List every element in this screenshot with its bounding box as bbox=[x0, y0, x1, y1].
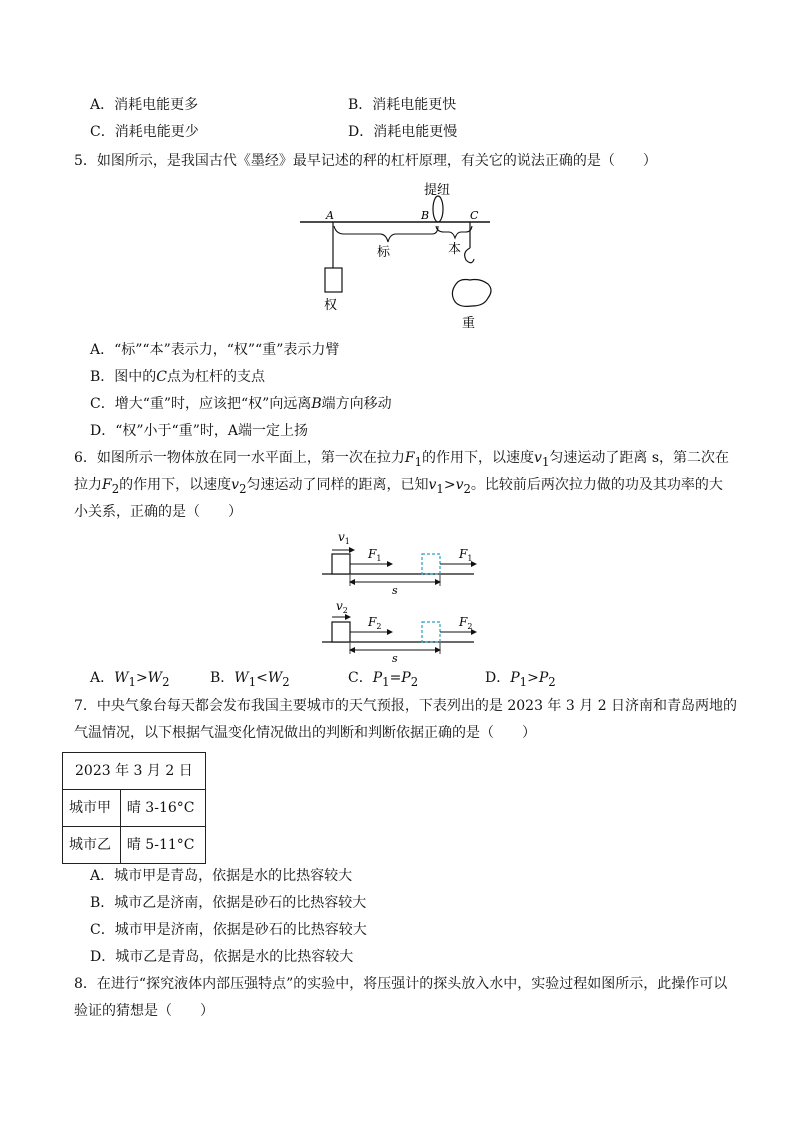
svg-text:v2: $v_2$ bbox=[336, 599, 348, 615]
q5-option-c[interactable]: C．增大“重”时，应该把“权”向远离B端方向移动 bbox=[90, 396, 392, 412]
q7-option-d[interactable]: D．城市乙是青岛，依据是水的比热容较大 bbox=[90, 949, 354, 965]
q8-stem-line2: 验证的猜想是（ ） bbox=[74, 1003, 214, 1019]
q5-steelyard-figure bbox=[290, 176, 510, 336]
q5-option-d[interactable]: D．“权”小于“重”时，A端一定上扬 bbox=[90, 423, 308, 439]
q6-bottom-f-label: F bbox=[368, 615, 377, 629]
q5-label-zhong: 重 bbox=[462, 316, 476, 331]
q6-top-f-label: F bbox=[368, 547, 377, 561]
svg-text:v1: $v_1$ bbox=[338, 530, 350, 546]
q6-bottom-v-label: v bbox=[336, 599, 343, 613]
q6-option-d[interactable]: D．$P_1>P_2$ bbox=[485, 670, 556, 689]
q5-label-c: C bbox=[470, 209, 479, 222]
q7-weather-table bbox=[62, 752, 206, 864]
svg-text:F1: $F_1$ bbox=[368, 547, 382, 563]
q6-motion-figure bbox=[318, 528, 483, 663]
q6-bottom-f2-label: F bbox=[459, 615, 468, 629]
q4-option-b[interactable]: B．消耗电能更快 bbox=[348, 97, 457, 113]
q6-stem-line2: 拉力$F_2$的作用下，以速度$v_2$匀速运动了同样的距离，已知$v_1>v_2$。比较前后两次拉力做的功及其功率的大 bbox=[74, 477, 723, 496]
weather-cell: 晴 5-11°C bbox=[120, 827, 205, 864]
q5-option-a[interactable]: A．“标”“本”表示力，“权”“重”表示力臂 bbox=[90, 342, 340, 358]
table-row bbox=[63, 827, 206, 864]
q6-bottom-s-label: s bbox=[392, 652, 398, 663]
weather-cell: 晴 3-16°C bbox=[120, 790, 205, 827]
q6-top-f2-label: F bbox=[459, 547, 468, 561]
table-row bbox=[63, 753, 206, 790]
q7-stem-line1: 7．中央气象台每天都会发布我国主要城市的天气预报，下表列出的是 2023 年 3 月 2 日济南和青岛两地的 bbox=[74, 698, 738, 714]
q6-option-c[interactable]: C．$P_1=P_2$ bbox=[348, 670, 419, 689]
q4-option-a[interactable]: A．消耗电能更多 bbox=[90, 97, 199, 113]
q6-top-v-label: v bbox=[338, 530, 345, 544]
city-cell: 城市乙 bbox=[63, 827, 121, 864]
table-row bbox=[63, 790, 206, 827]
q5-label-b: B bbox=[421, 209, 430, 222]
q5-label-quan: 权 bbox=[324, 298, 338, 313]
q6-top-s-label: s bbox=[392, 584, 398, 597]
q7-stem-line2: 气温情况，以下根据气温变化情况做出的判断和判断依据正确的是（ ） bbox=[74, 725, 536, 741]
q7-option-b[interactable]: B．城市乙是济南，依据是砂石的比热容较大 bbox=[90, 895, 367, 911]
q5-label-a: A bbox=[326, 209, 334, 222]
svg-text:F2: $F_2$ bbox=[368, 615, 382, 631]
q8-stem-line1: 8．在进行“探究液体内部压强特点”的实验中，将压强计的探头放入水中，实验过程如图所示，此操作可以 bbox=[74, 976, 728, 992]
svg-text:F1: $F_1$ bbox=[459, 547, 473, 563]
q6-stem-line3: 小关系，正确的是（ ） bbox=[74, 504, 242, 520]
q5-label-ben: 本 bbox=[448, 242, 462, 257]
q5-stem: 5．如图所示，是我国古代《墨经》最早记述的秤的杠杆原理，有关它的说法正确的是（ ） bbox=[74, 153, 657, 169]
city-cell: 城市甲 bbox=[63, 790, 121, 827]
q5-label-tiniu: 提纽 bbox=[424, 183, 451, 198]
table-header: 2023 年 3 月 2 日 bbox=[63, 753, 206, 790]
q6-option-a[interactable]: A．$W_1>W_2$ bbox=[90, 670, 170, 689]
q5-option-b[interactable]: B．图中的C点为杠杆的支点 bbox=[90, 369, 266, 385]
q5-label-biao: 标 bbox=[377, 245, 391, 260]
q7-option-a[interactable]: A．城市甲是青岛，依据是水的比热容较大 bbox=[90, 868, 353, 884]
q6-option-b[interactable]: B．$W_1<W_2$ bbox=[210, 670, 290, 689]
q6-stem-line1: 6．如图所示一物体放在同一水平面上，第一次在拉力$F_1$的作用下，以速度$v_1$匀速运动了距离 s，第二次在 bbox=[74, 450, 730, 469]
q7-option-c[interactable]: C．城市甲是济南，依据是砂石的比热容较大 bbox=[90, 922, 367, 938]
q4-option-c[interactable]: C．消耗电能更少 bbox=[90, 124, 199, 140]
svg-text:F2: $F_2$ bbox=[459, 615, 473, 631]
q4-option-d[interactable]: D．消耗电能更慢 bbox=[348, 124, 458, 140]
